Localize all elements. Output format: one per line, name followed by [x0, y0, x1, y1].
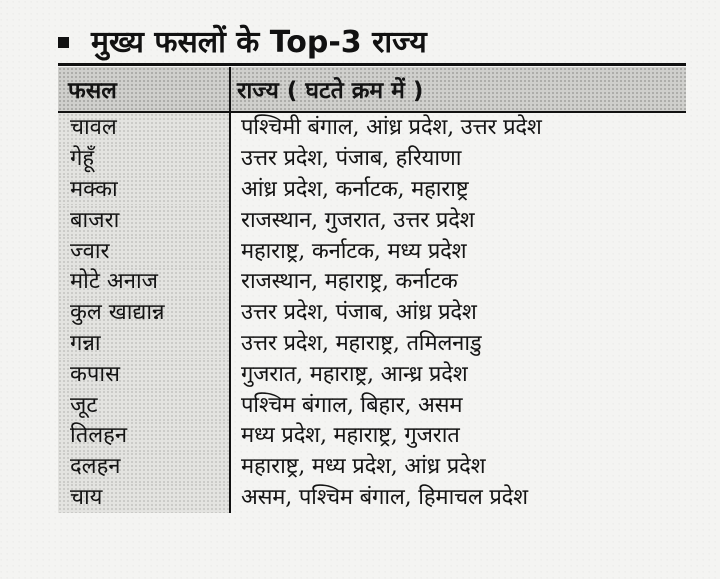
table-row — [58, 359, 686, 390]
square-bullet-icon — [58, 37, 69, 48]
states-cell: असम, पश्चिम बंगाल, हिमाचल प्रदेश — [230, 483, 686, 514]
states-cell: पश्चिमी बंगाल, आंध्र प्रदेश, उत्तर प्रदेश — [230, 112, 686, 144]
crop-cell: मक्का — [58, 175, 230, 206]
states-cell: उत्तर प्रदेश, पंजाब, हरियाणा — [230, 144, 686, 175]
crop-cell: कपास — [58, 359, 230, 390]
crop-cell: गेहूँ — [58, 144, 230, 175]
states-cell: पश्चिम बंगाल, बिहार, असम — [230, 390, 686, 421]
table-row — [58, 112, 686, 144]
crop-cell: बाजरा — [58, 205, 230, 236]
states-cell: गुजरात, महाराष्ट्र, आन्ध्र प्रदेश — [230, 359, 686, 390]
table-row — [58, 421, 686, 452]
states-cell: राजस्थान, महाराष्ट्र, कर्नाटक — [230, 267, 686, 298]
crop-cell: दलहन — [58, 452, 230, 483]
states-cell: राजस्थान, गुजरात, उत्तर प्रदेश — [230, 205, 686, 236]
states-cell: उत्तर प्रदेश, पंजाब, आंध्र प्रदेश — [230, 298, 686, 329]
table-row — [58, 175, 686, 206]
crop-cell: तिलहन — [58, 421, 230, 452]
table-row — [58, 298, 686, 329]
heading-rule — [58, 63, 686, 66]
crop-states-table — [58, 67, 686, 513]
section-heading — [58, 20, 427, 61]
table-row — [58, 267, 686, 298]
states-cell: मध्य प्रदेश, महाराष्ट्र, गुजरात — [230, 421, 686, 452]
states-cell: आंध्र प्रदेश, कर्नाटक, महाराष्ट्र — [230, 175, 686, 206]
crop-cell: गन्ना — [58, 329, 230, 360]
crop-cell: ज्वार — [58, 236, 230, 267]
table-row — [58, 483, 686, 514]
heading-title: मुख्य फसलों के Top-3 राज्य — [91, 25, 427, 60]
table-row — [58, 236, 686, 267]
header-crop: फसल — [58, 67, 230, 112]
table-row — [58, 329, 686, 360]
table-row — [58, 452, 686, 483]
crop-cell: कुल खाद्यान्न — [58, 298, 230, 329]
header-states: राज्य ( घटते क्रम में ) — [230, 67, 686, 112]
states-cell: महाराष्ट्र, कर्नाटक, मध्य प्रदेश — [230, 236, 686, 267]
table-row — [58, 144, 686, 175]
table-header-row — [58, 67, 686, 112]
crop-cell: जूट — [58, 390, 230, 421]
crop-cell: चावल — [58, 112, 230, 144]
crop-cell: चाय — [58, 483, 230, 514]
table-row — [58, 390, 686, 421]
crop-cell: मोटे अनाज — [58, 267, 230, 298]
states-cell: उत्तर प्रदेश, महाराष्ट्र, तमिलनाडु — [230, 329, 686, 360]
states-cell: महाराष्ट्र, मध्य प्रदेश, आंध्र प्रदेश — [230, 452, 686, 483]
table-row — [58, 205, 686, 236]
